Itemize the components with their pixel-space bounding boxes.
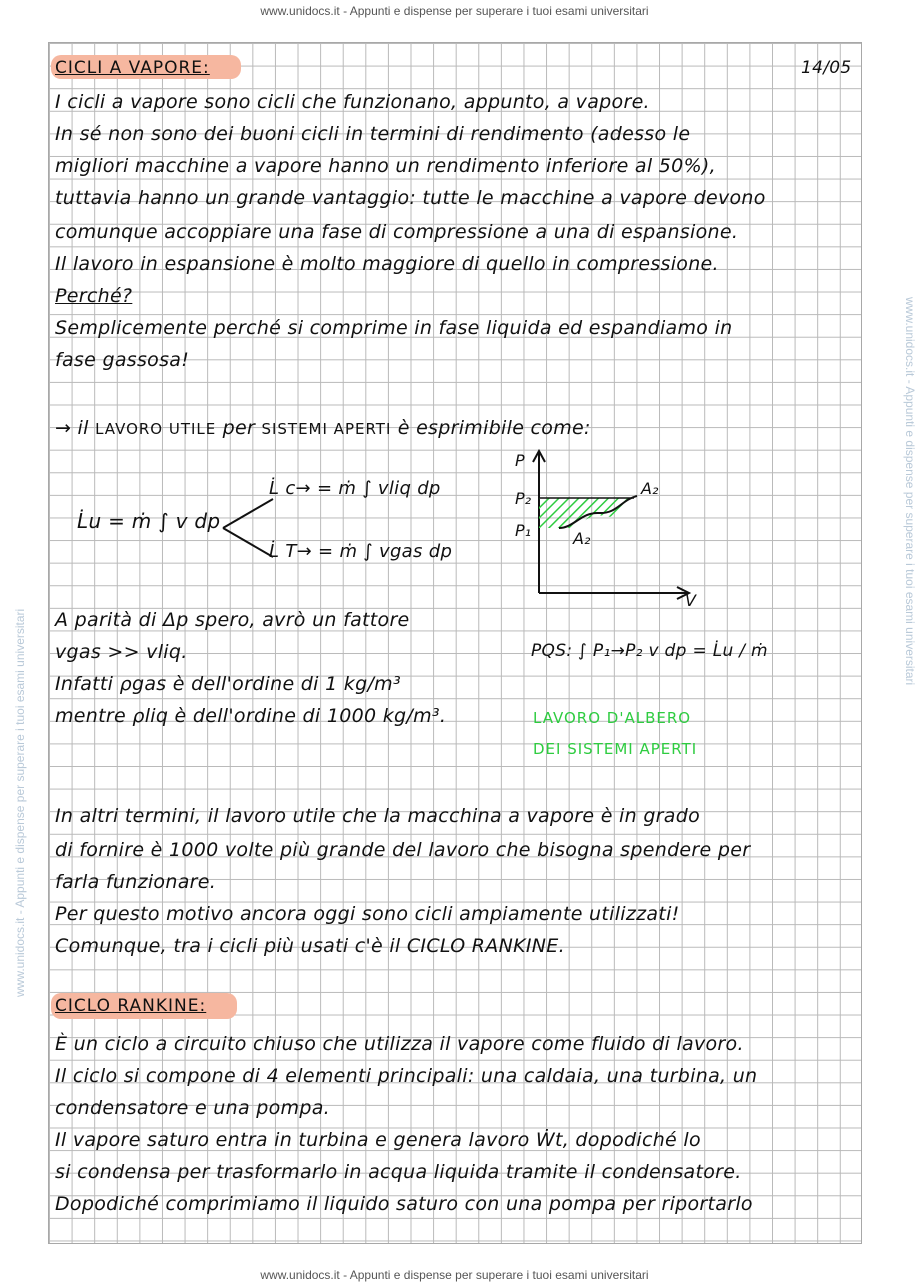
intro-caps-lavoro: LAVORO UTILE — [95, 420, 217, 438]
watermark-bottom: www.unidocs.it - Appunti e dispense per superare i tuoi esami universitari — [260, 1268, 649, 1282]
intro-prefix: → il — [55, 417, 89, 439]
graph-a2-bottom-label: A₂ — [573, 529, 591, 548]
why-answer: fase gassosa! — [55, 349, 190, 371]
graph-y-label: P — [515, 451, 525, 470]
graph-a2-top-label: A₂ — [641, 479, 659, 498]
para2-line: di fornire è 1000 volte più grande del lavoro che bisogna spendere per — [55, 839, 751, 861]
para1-line: migliori macchine a vapore hanno un rendimento inferiore al 50%), — [55, 155, 716, 177]
parita-line: vgas >> vliq. — [55, 641, 188, 663]
formula-lhs: L̇u = ṁ ∫ v dp — [77, 509, 221, 533]
para1-line: comunque accoppiare una fase di compressione a una di espansione. — [55, 221, 739, 243]
rankine-line: Il vapore saturo entra in turbina e genera lavoro Ẇt, dopodiché lo — [55, 1129, 701, 1151]
rankine-line: Dopodiché comprimiamo il liquido saturo con una pompa per riportarlo — [55, 1193, 753, 1215]
para2-line: Comunque, tra i cicli più usati c'è il CICLO RANKINE. — [55, 935, 565, 957]
parita-line: Infatti ρgas è dell'ordine di 1 kg/m³ — [55, 673, 401, 695]
formula-upper: L̇ c→ = ṁ ∫ vliq dp — [269, 478, 441, 499]
parita-line: mentre ρliq è dell'ordine di 1000 kg/m³. — [55, 705, 447, 727]
pqs-label-1: LAVORO D'ALBERO — [533, 709, 692, 727]
para1-line: tuttavia hanno un grande vantaggio: tutte le macchine a vapore devono — [55, 187, 766, 209]
intro-suffix: è esprimibile come: — [397, 417, 591, 439]
para2-line: In altri termini, il lavoro utile che la macchina a vapore è in grado — [55, 805, 701, 827]
page-title: CICLI A VAPORE: — [55, 58, 210, 78]
pv-graph — [509, 448, 709, 608]
lavoro-utile-intro — [55, 417, 591, 439]
graph-p2-label: P₂ — [515, 489, 532, 508]
watermark-top: www.unidocs.it - Appunti e dispense per superare i tuoi esami universitari — [260, 4, 649, 18]
rankine-line: si condensa per trasformarlo in acqua liquida tramite il condensatore. — [55, 1161, 742, 1183]
intro-mid: per — [222, 417, 256, 439]
why-question: Perché? — [55, 285, 133, 307]
watermark-left: www.unidocs.it - Appunti e dispense per superare i tuoi esami universitari — [13, 608, 27, 997]
rankine-title: CICLO RANKINE: — [55, 996, 207, 1016]
graph-p1-label: P₁ — [515, 521, 532, 540]
graph-x-label: V — [685, 591, 696, 610]
para1-line: Il lavoro in espansione è molto maggiore di quello in compressione. — [55, 253, 719, 275]
why-answer: Semplicemente perché si comprime in fase liquida ed espandiamo in — [55, 317, 733, 339]
para2-line: farla funzionare. — [55, 871, 217, 893]
notebook-page — [48, 42, 862, 1244]
rankine-line: condensatore e una pompa. — [55, 1097, 330, 1119]
para2-line: Per questo motivo ancora oggi sono cicli ampiamente utilizzati! — [55, 903, 680, 925]
pqs-label-2: DEI SISTEMI APERTI — [533, 740, 698, 758]
pqs-formula: PQS: ∫ P₁→P₂ v dp = L̇u / ṁ — [531, 641, 768, 661]
hatched-area — [539, 498, 634, 528]
para1-line: I cicli a vapore sono cicli che funzionano, appunto, a vapore. — [55, 91, 650, 113]
rankine-line: È un ciclo a circuito chiuso che utilizza il vapore come fluido di lavoro. — [55, 1033, 744, 1055]
para1-line: In sé non sono dei buoni cicli in termini di rendimento (adesso le — [55, 123, 691, 145]
intro-caps-sistemi: SISTEMI APERTI — [261, 420, 392, 438]
formula-lower: L̇ T→ = ṁ ∫ vgas dp — [269, 541, 453, 562]
watermark-right: www.unidocs.it - Appunti e dispense per superare i tuoi esami universitari — [903, 297, 917, 686]
rankine-line: Il ciclo si compone di 4 elementi principali: una caldaia, una turbina, un — [55, 1065, 758, 1087]
parita-line: A parità di Δp spero, avrò un fattore — [55, 609, 410, 631]
page-date: 14/05 — [801, 58, 852, 78]
